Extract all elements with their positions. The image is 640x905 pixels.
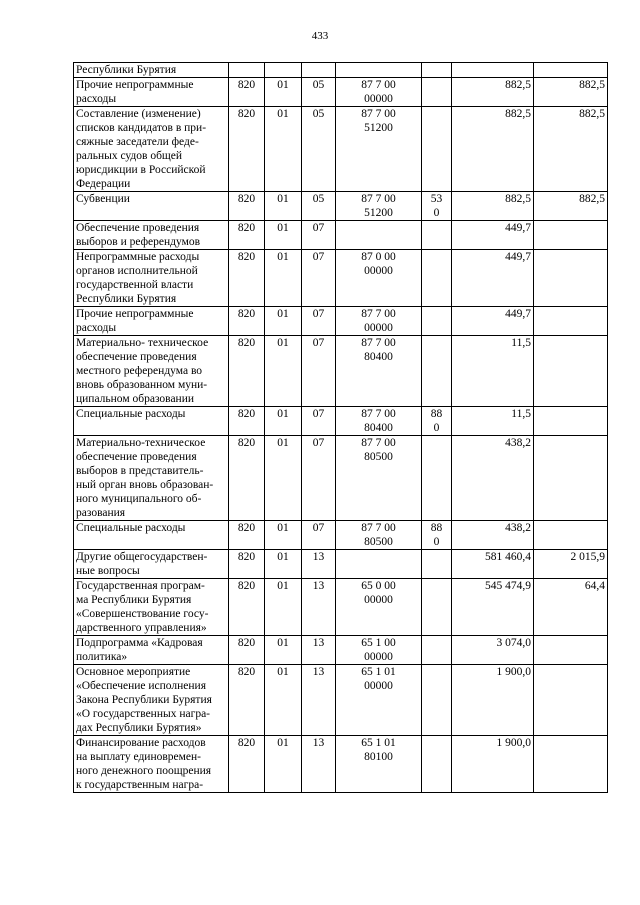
row-gr-cell: 820 [229, 250, 265, 307]
row-sum1-cell: 11,5 [452, 336, 534, 407]
row-rz-cell: 01 [265, 550, 302, 579]
row-vr-cell [422, 107, 452, 192]
row-sum2-cell [534, 307, 608, 336]
row-sum1-cell: 545 474,9 [452, 579, 534, 636]
row-sum1-cell: 3 074,0 [452, 636, 534, 665]
row-sum2-cell [534, 250, 608, 307]
row-sum1-cell: 882,5 [452, 192, 534, 221]
row-cs-cell: 87 7 00 80400 [336, 407, 422, 436]
row-pr-cell: 07 [302, 407, 336, 436]
row-name-cell: Основное мероприятие «Обеспечение исполнения Закона Республики Бурятия «О государственных награ- дах Республики Бурятия» [74, 665, 229, 736]
row-pr-cell: 13 [302, 665, 336, 736]
row-gr-cell [229, 63, 265, 78]
row-gr-cell: 820 [229, 579, 265, 636]
row-name-cell: Материально- техническое обеспечение проведения местного референдума во вновь образованном муни- ципальном образовании [74, 336, 229, 407]
row-sum2-cell [534, 407, 608, 436]
row-sum2-cell: 2 015,9 [534, 550, 608, 579]
row-pr-cell: 07 [302, 221, 336, 250]
row-vr-cell [422, 221, 452, 250]
row-name-cell: Субвенции [74, 192, 229, 221]
row-sum2-cell: 882,5 [534, 192, 608, 221]
row-rz-cell: 01 [265, 250, 302, 307]
row-sum1-cell: 1 900,0 [452, 736, 534, 793]
row-sum1-cell: 438,2 [452, 521, 534, 550]
row-name-cell: Непрограммные расходы органов исполнительной государственной власти Республики Бурятия [74, 250, 229, 307]
row-vr-cell: 53 0 [422, 192, 452, 221]
row-cs-cell: 87 7 00 80500 [336, 521, 422, 550]
row-sum2-cell [534, 221, 608, 250]
row-rz-cell: 01 [265, 665, 302, 736]
row-vr-cell [422, 436, 452, 521]
row-pr-cell: 07 [302, 521, 336, 550]
row-rz-cell: 01 [265, 192, 302, 221]
table-row [74, 221, 608, 250]
table-row [74, 192, 608, 221]
row-rz-cell: 01 [265, 579, 302, 636]
row-cs-cell: 87 7 00 00000 [336, 78, 422, 107]
row-rz-cell: 01 [265, 307, 302, 336]
table-row [74, 107, 608, 192]
row-cs-cell [336, 63, 422, 78]
row-rz-cell [265, 63, 302, 78]
table-row [74, 307, 608, 336]
row-pr-cell: 13 [302, 636, 336, 665]
row-rz-cell: 01 [265, 407, 302, 436]
table-row [74, 550, 608, 579]
row-rz-cell: 01 [265, 736, 302, 793]
row-gr-cell: 820 [229, 407, 265, 436]
row-sum1-cell: 11,5 [452, 407, 534, 436]
row-pr-cell: 05 [302, 107, 336, 192]
row-sum1-cell: 882,5 [452, 78, 534, 107]
row-cs-cell: 87 7 00 51200 [336, 107, 422, 192]
row-cs-cell: 87 7 00 51200 [336, 192, 422, 221]
row-sum1-cell: 449,7 [452, 250, 534, 307]
row-vr-cell [422, 579, 452, 636]
row-sum2-cell [534, 63, 608, 78]
table-row [74, 336, 608, 407]
row-name-cell: Республики Бурятия [74, 63, 229, 78]
row-vr-cell [422, 63, 452, 78]
row-gr-cell: 820 [229, 192, 265, 221]
row-gr-cell: 820 [229, 107, 265, 192]
row-pr-cell: 13 [302, 550, 336, 579]
row-name-cell: Другие общегосударствен- ные вопросы [74, 550, 229, 579]
row-name-cell: Обеспечение проведения выборов и референдумов [74, 221, 229, 250]
row-rz-cell: 01 [265, 107, 302, 192]
row-gr-cell: 820 [229, 336, 265, 407]
row-sum2-cell [534, 521, 608, 550]
table-row [74, 78, 608, 107]
table-row [74, 521, 608, 550]
row-cs-cell: 87 7 00 00000 [336, 307, 422, 336]
row-pr-cell: 13 [302, 579, 336, 636]
row-pr-cell: 05 [302, 192, 336, 221]
page-number: 433 [311, 30, 329, 42]
row-gr-cell: 820 [229, 307, 265, 336]
row-sum2-cell [534, 736, 608, 793]
row-cs-cell: 65 1 00 00000 [336, 636, 422, 665]
row-sum1-cell: 438,2 [452, 436, 534, 521]
table-row [74, 63, 608, 78]
row-vr-cell: 88 0 [422, 407, 452, 436]
row-vr-cell [422, 307, 452, 336]
row-sum2-cell [534, 336, 608, 407]
row-vr-cell [422, 636, 452, 665]
row-sum2-cell [534, 436, 608, 521]
row-pr-cell: 07 [302, 336, 336, 407]
row-cs-cell: 87 7 00 80400 [336, 336, 422, 407]
row-gr-cell: 820 [229, 78, 265, 107]
row-pr-cell: 07 [302, 307, 336, 336]
row-name-cell: Специальные расходы [74, 407, 229, 436]
row-name-cell: Государственная програм- ма Республики Бурятия «Совершенствование госу- дарственного управления» [74, 579, 229, 636]
row-cs-cell: 65 1 01 00000 [336, 665, 422, 736]
row-cs-cell: 87 0 00 00000 [336, 250, 422, 307]
row-sum1-cell: 882,5 [452, 107, 534, 192]
row-sum2-cell: 882,5 [534, 107, 608, 192]
row-cs-cell [336, 221, 422, 250]
row-pr-cell [302, 63, 336, 78]
table-row [74, 579, 608, 636]
row-pr-cell: 05 [302, 78, 336, 107]
row-name-cell: Прочие непрограммные расходы [74, 307, 229, 336]
row-sum2-cell: 882,5 [534, 78, 608, 107]
row-vr-cell [422, 550, 452, 579]
row-sum1-cell: 449,7 [452, 221, 534, 250]
row-rz-cell: 01 [265, 636, 302, 665]
row-sum1-cell: 1 900,0 [452, 665, 534, 736]
table-row [74, 436, 608, 521]
table-row [74, 250, 608, 307]
row-sum2-cell: 64,4 [534, 579, 608, 636]
row-rz-cell: 01 [265, 78, 302, 107]
row-gr-cell: 820 [229, 521, 265, 550]
row-sum1-cell: 449,7 [452, 307, 534, 336]
row-gr-cell: 820 [229, 436, 265, 521]
table-row [74, 407, 608, 436]
row-cs-cell: 65 0 00 00000 [336, 579, 422, 636]
row-sum1-cell [452, 63, 534, 78]
row-sum2-cell [534, 636, 608, 665]
row-name-cell: Материально-техническое обеспечение проведения выборов в представитель- ный орган вновь образован- ного муниципального об- разования [74, 436, 229, 521]
row-name-cell: Прочие непрограммные расходы [74, 78, 229, 107]
table-row [74, 736, 608, 793]
row-gr-cell: 820 [229, 636, 265, 665]
row-name-cell: Финансирование расходов на выплату единовремен- ного денежного поощрения к государственным награ- [74, 736, 229, 793]
row-cs-cell: 65 1 01 80100 [336, 736, 422, 793]
row-rz-cell: 01 [265, 436, 302, 521]
row-name-cell: Подпрограмма «Кадровая политика» [74, 636, 229, 665]
row-vr-cell [422, 736, 452, 793]
row-rz-cell: 01 [265, 521, 302, 550]
row-pr-cell: 13 [302, 736, 336, 793]
row-name-cell: Составление (изменение) списков кандидатов в при- сяжные заседатели феде- ральных судов общей юрисдикции в Российской Федерации [74, 107, 229, 192]
row-vr-cell [422, 336, 452, 407]
row-pr-cell: 07 [302, 436, 336, 521]
row-rz-cell: 01 [265, 336, 302, 407]
row-cs-cell: 87 7 00 80500 [336, 436, 422, 521]
row-rz-cell: 01 [265, 221, 302, 250]
row-vr-cell [422, 665, 452, 736]
row-pr-cell: 07 [302, 250, 336, 307]
row-gr-cell: 820 [229, 665, 265, 736]
table-body [74, 63, 608, 793]
row-gr-cell: 820 [229, 736, 265, 793]
table-row [74, 665, 608, 736]
row-vr-cell: 88 0 [422, 521, 452, 550]
row-gr-cell: 820 [229, 221, 265, 250]
row-gr-cell: 820 [229, 550, 265, 579]
row-name-cell: Специальные расходы [74, 521, 229, 550]
row-sum1-cell: 581 460,4 [452, 550, 534, 579]
row-vr-cell [422, 250, 452, 307]
row-cs-cell [336, 550, 422, 579]
table-row [74, 636, 608, 665]
row-vr-cell [422, 78, 452, 107]
budget-table [73, 62, 608, 793]
row-sum2-cell [534, 665, 608, 736]
